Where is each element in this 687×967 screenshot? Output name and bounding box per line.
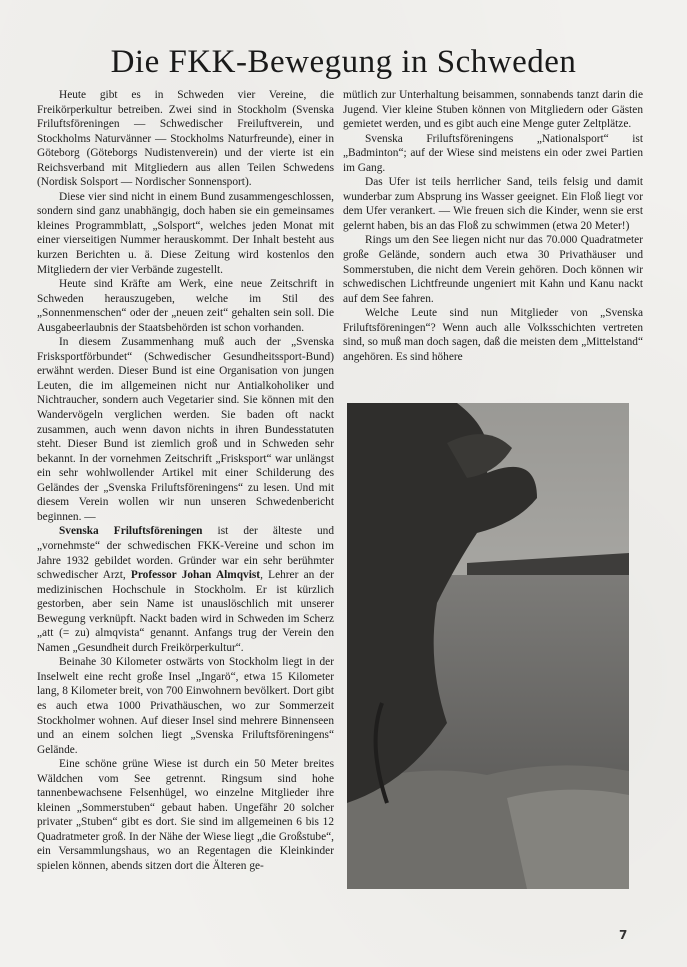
paragraph <box>343 306 643 364</box>
paragraph <box>37 190 334 277</box>
paragraph-text: Welche Leute sind nun Mitglieder von „Svenska Friluftsföreningen“? Wenn auch alle Volksschichten vertreten sind, so muß man doch sagen, daß die meisten dem „Mittelstand“ angehören. Es sind höhere <box>343 307 643 363</box>
paragraph-text: Heute gibt es in Schweden vier Vereine, die Freikörperkultur betreiben. Zwei sind in Stockholm (Svenska Friluftsföreningen — Schwedischer Freiluftverein, und Stockholms Naturvänner — Stockholms Naturfreunde), einer in Göteborg (Göteborgs Nudistenverein) und der vierte ist ein Reichsverband mit Mitgliedern aus allen Teilen Schwedens (Nordisk Solsport — Nordischer Sonnensport). <box>37 89 334 189</box>
paragraph-text: Eine schöne grüne Wiese ist durch ein 50 Meter breites Wäldchen vom See getrennt. Ringsum sind hohe tannenbewachsene Felsenhügel, wo einzelne Mitglieder ihre kleinen „Sommerstuben“ gebaut haben. Ungefähr 20 solcher privater „Stuben“ gibt es dort. Sie sind im allgemeinen 6 bis 12 Quadratmeter groß. In der Nähe der Wiese liegt „die Großstube“, ein Versammlungshaus, wo an Regentagen die Kleinkinder spielen können, abends sitzen dort die Älteren ge- <box>37 758 334 872</box>
paragraph-text: Rings um den See liegen nicht nur das 70.000 Quadratmeter große Gelände, sondern auch etwa 30 Privathäuser und Sommerstuben, die nicht dem Verein gehören. Doch können wir schwedischen Lichtfreunde ungeniert mit Kahn und Kanu nackt auf dem See fahren. <box>343 234 643 305</box>
paragraph-text: Diese vier sind nicht in einem Bund zusammengeschlossen, sondern sind ganz unabhängig, doch haben sie ein gemeinsames kleines Programmblatt, „Solsport“, welches jeden Monat mit einer vierseitigen Nummer herauskommt. Der Inhalt besteht aus kurzen Berichten u. ä. Diese Zeitung wird kostenlos den Mitgliedern der vier Verbände zugestellt. <box>37 190 334 276</box>
left-column <box>37 88 334 874</box>
paragraph-text: In diesem Zusammenhang muß auch der „Svenska Frisksportförbundet“ (Schwedischer Gesundheitssport-Bund) erwähnt werden. Dieser Bund ist eine Organisation von jungen Leuten, die im allgemeinen nicht nur Antialkoholiker und Nichtraucher, sondern auch Vegetarier sind. Sie können mit den Wandervögeln verglichen werden. Sie baden oft nackt zusammen, auch wenn davon nichts in ihren Bundesstatuten steht. Dieser Bund ist ziemlich groß und in Schweden sehr bekannt. In der vornehmen Zeitschrift „Frisksport“ war unlängst ein sehr wohlwollender Artikel mit einer Schilderung des Geländes der „Svenska Friluftsföreningens“ zu lesen. Und mit diesem Verein wollen wir nun unseren Schwedenbericht beginnen. — <box>37 336 334 523</box>
page-number: 7 <box>619 928 628 942</box>
paragraph <box>37 277 334 335</box>
rock-highlight <box>507 790 629 889</box>
bold-name: Professor Johan Almqvist <box>130 569 261 582</box>
article-photo <box>347 403 629 889</box>
paragraph <box>37 335 334 524</box>
paragraph <box>343 233 643 306</box>
article-title: Die FKK-Bewegung in Schweden <box>110 44 577 80</box>
paragraph-text: Svenska Friluftsföreningens „Nationalsport“ ist „Badminton“; auf der Wiese sind meistens ein oder zwei Partien im Gang. <box>343 132 643 174</box>
paragraph-text: mütlich zur Unterhaltung beisammen, sonnabends tanzt darin die Jugend. Vier kleine Stuben können von Mitgliedern oder Gästen gemietet werden, und es gibt auch eine Menge guter Zeltplätze. <box>343 89 643 131</box>
landscape-photo-placeholder <box>347 403 629 889</box>
paragraph <box>343 132 643 176</box>
paragraph-text: Das Ufer ist teils herrlicher Sand, teils felsig und damit wunderbar zum Absprung ins Wasser geeignet. Ein Floß liegt vor dem Ufer verankert. — Wie freuen sich die Kinder, wenn sie erst gelernt haben, bis an das Floß zu schwimmen (etwa 20 Meter!) <box>343 176 643 232</box>
paragraph <box>37 757 334 873</box>
paragraph <box>343 88 643 132</box>
paragraph <box>37 88 334 190</box>
paragraph-text: Beinahe 30 Kilometer ostwärts von Stockholm liegt in der Inselwelt eine recht große Insel „Ingarö“, etwa 15 Kilometer lang, 8 Kilometer breit, von 700 Einwohnern bevölkert. Dort gibt es auch etwa 1000 Privathäuschen, wo zur Sommerzeit Stockholmer wohnen. Auf dieser Insel sind mehrere Binnenseen und an einem solchen liegt „Svenska Friluftsföreningens“ Gelände. <box>37 656 334 756</box>
paragraph-text: Heute sind Kräfte am Werk, eine neue Zeitschrift in Schweden herauszugeben, welche im Stil des „Sonnenmenschen“ oder der „neuen zeit“ gehalten sein soll. Die Ausgabeerlaubnis der Staatsbehörden ist schon vorhanden. <box>37 278 334 334</box>
bold-lead: Svenska Friluftsföreningen <box>59 525 203 538</box>
paragraph-text: , Lehrer an der medizinischen Hochschule in Stockholm. Er ist kürzlich gestorben, aber sein Name ist unauslöschlich mit unserer Bewegung verknüpft. Nackt baden wird in Schweden im Scherz „att (= zu) almqvista“ genannt. Anfangs trug der Verein den Namen „Gesundheit durch Freikörperkultur“. <box>37 569 334 654</box>
paragraph <box>343 175 643 233</box>
paragraph <box>37 524 334 655</box>
paragraph-text: ist der älteste und „vornehmste“ der schwedischen FKK-Vereine und schon im Jahre 1932 gebildet worden. Gründer war ein sehr berühmter schwedischer Arzt, <box>37 525 334 582</box>
paragraph <box>37 655 334 757</box>
right-column <box>343 88 643 364</box>
